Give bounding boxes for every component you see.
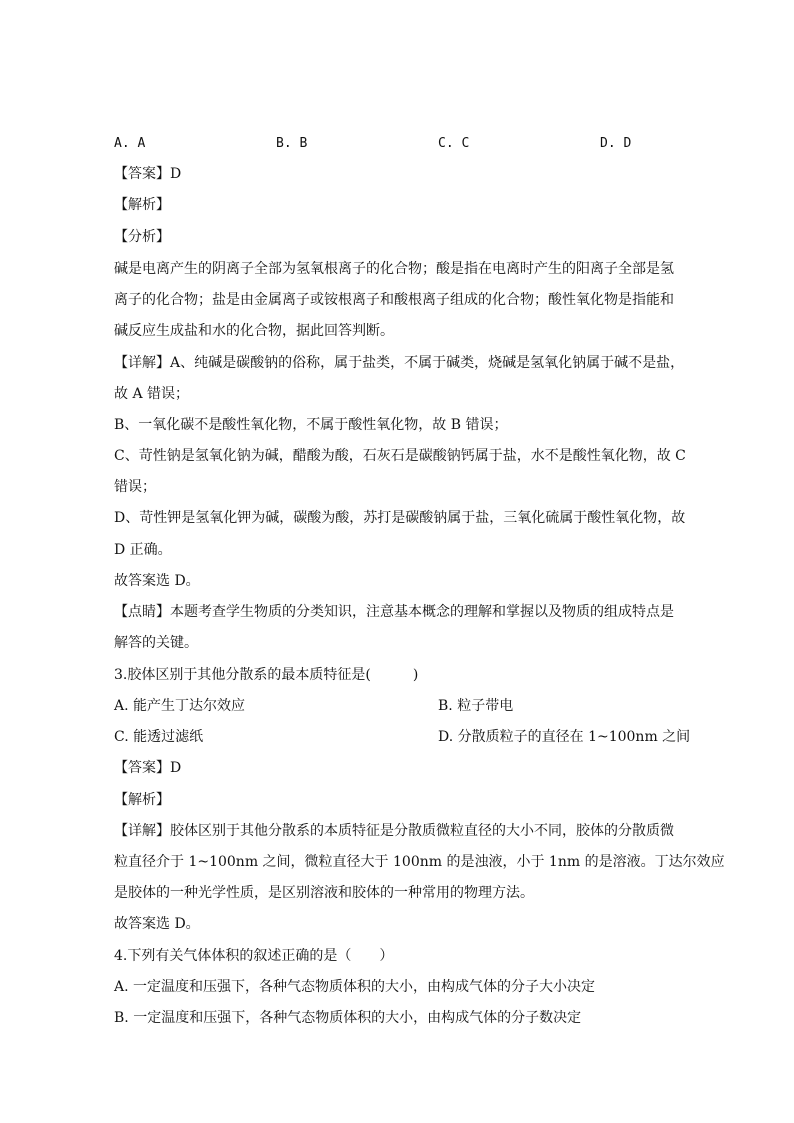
q3-option-c: C. 能透过滤纸 [114, 729, 204, 745]
q2-fenxi-line: 碱是电离产生的阴离子全部为氢氧根离子的化合物；酸是指在电离时产生的阳离子全部是氢 [114, 261, 674, 277]
q2-fenxi-line: 离子的化合物；盐是由金属离子或铵根离子和酸根离子组成的化合物；酸性氧化物是指能和 [114, 292, 674, 308]
q2-detail-line: 错误； [114, 479, 156, 495]
q3-analysis-tag: 【解析】 [114, 792, 170, 808]
q2-detail-line: 故答案选 D。 [114, 573, 200, 589]
q2-option-c: C. C [438, 136, 470, 151]
q4-question: 4.下列有关气体体积的叙述正确的是（ ） [114, 948, 394, 964]
q3-detail-line: 粒直径介于 1~100nm 之间，微粒直径大于 100nm 的是浊液，小于 1nm 的是溶液。丁达尔效应 [114, 854, 725, 870]
q3-detail-line: 是胶体的一种光学性质，是区别溶液和胶体的一种常用的物理方法。 [114, 885, 534, 901]
q2-option-d: D. D [600, 136, 632, 151]
q2-option-b: B. B [276, 136, 308, 151]
q2-option-a: A. A [114, 136, 146, 151]
q4-option-b: B. 一定温度和压强下，各种气态物质体积的大小，由构成气体的分子数决定 [114, 1010, 582, 1026]
q3-answer: 【答案】D [114, 760, 182, 776]
q3-question: 3.胶体区别于其他分散系的最本质特征是( ) [114, 667, 419, 683]
q2-detail-line: D、苛性钾是氢氧化钾为碱，碳酸为酸，苏打是碳酸钠属于盐，三氧化硫属于酸性氧化物，故 [114, 510, 686, 526]
q4-option-a: A. 一定温度和压强下，各种气态物质体积的大小，由构成气体的分子大小决定 [114, 979, 596, 995]
q3-option-d: D. 分散质粒子的直径在 1~100nm 之间 [438, 729, 691, 745]
q2-detail-line: C、苛性钠是氢氧化钠为碱，醋酸为酸，石灰石是碳酸钠钙属于盐，水不是酸性氧化物，故 C [114, 448, 686, 464]
q2-analysis-tag: 【解析】 [114, 197, 170, 213]
q3-detail-line: 故答案选 D。 [114, 916, 200, 932]
q2-detail-line: 【详解】A、纯碱是碳酸钠的俗称，属于盐类，不属于碱类，烧碱是氢氧化钠属于碱不是盐， [114, 355, 685, 371]
q2-fenxi-tag: 【分析】 [114, 229, 170, 245]
q2-detail-line: B、一氧化碳不是酸性氧化物，不属于酸性氧化物，故 B 错误； [114, 417, 508, 433]
q3-option-b: B. 粒子带电 [438, 698, 514, 714]
q3-option-a: A. 能产生丁达尔效应 [114, 698, 246, 714]
q2-tip-line: 【点睛】本题考查学生物质的分类知识，注意基本概念的理解和掌握以及物质的组成特点是 [114, 604, 674, 620]
q2-answer: 【答案】D [114, 166, 182, 182]
q3-detail-line: 【详解】胶体区别于其他分散系的本质特征是分散质微粒直径的大小不同，胶体的分散质微 [114, 823, 674, 839]
q2-detail-line: D 正确。 [114, 542, 172, 558]
q2-tip-line: 解答的关键。 [114, 635, 198, 651]
q2-fenxi-line: 碱反应生成盐和水的化合物，据此回答判断。 [114, 323, 394, 339]
q2-detail-line: 故 A 错误； [114, 386, 190, 402]
